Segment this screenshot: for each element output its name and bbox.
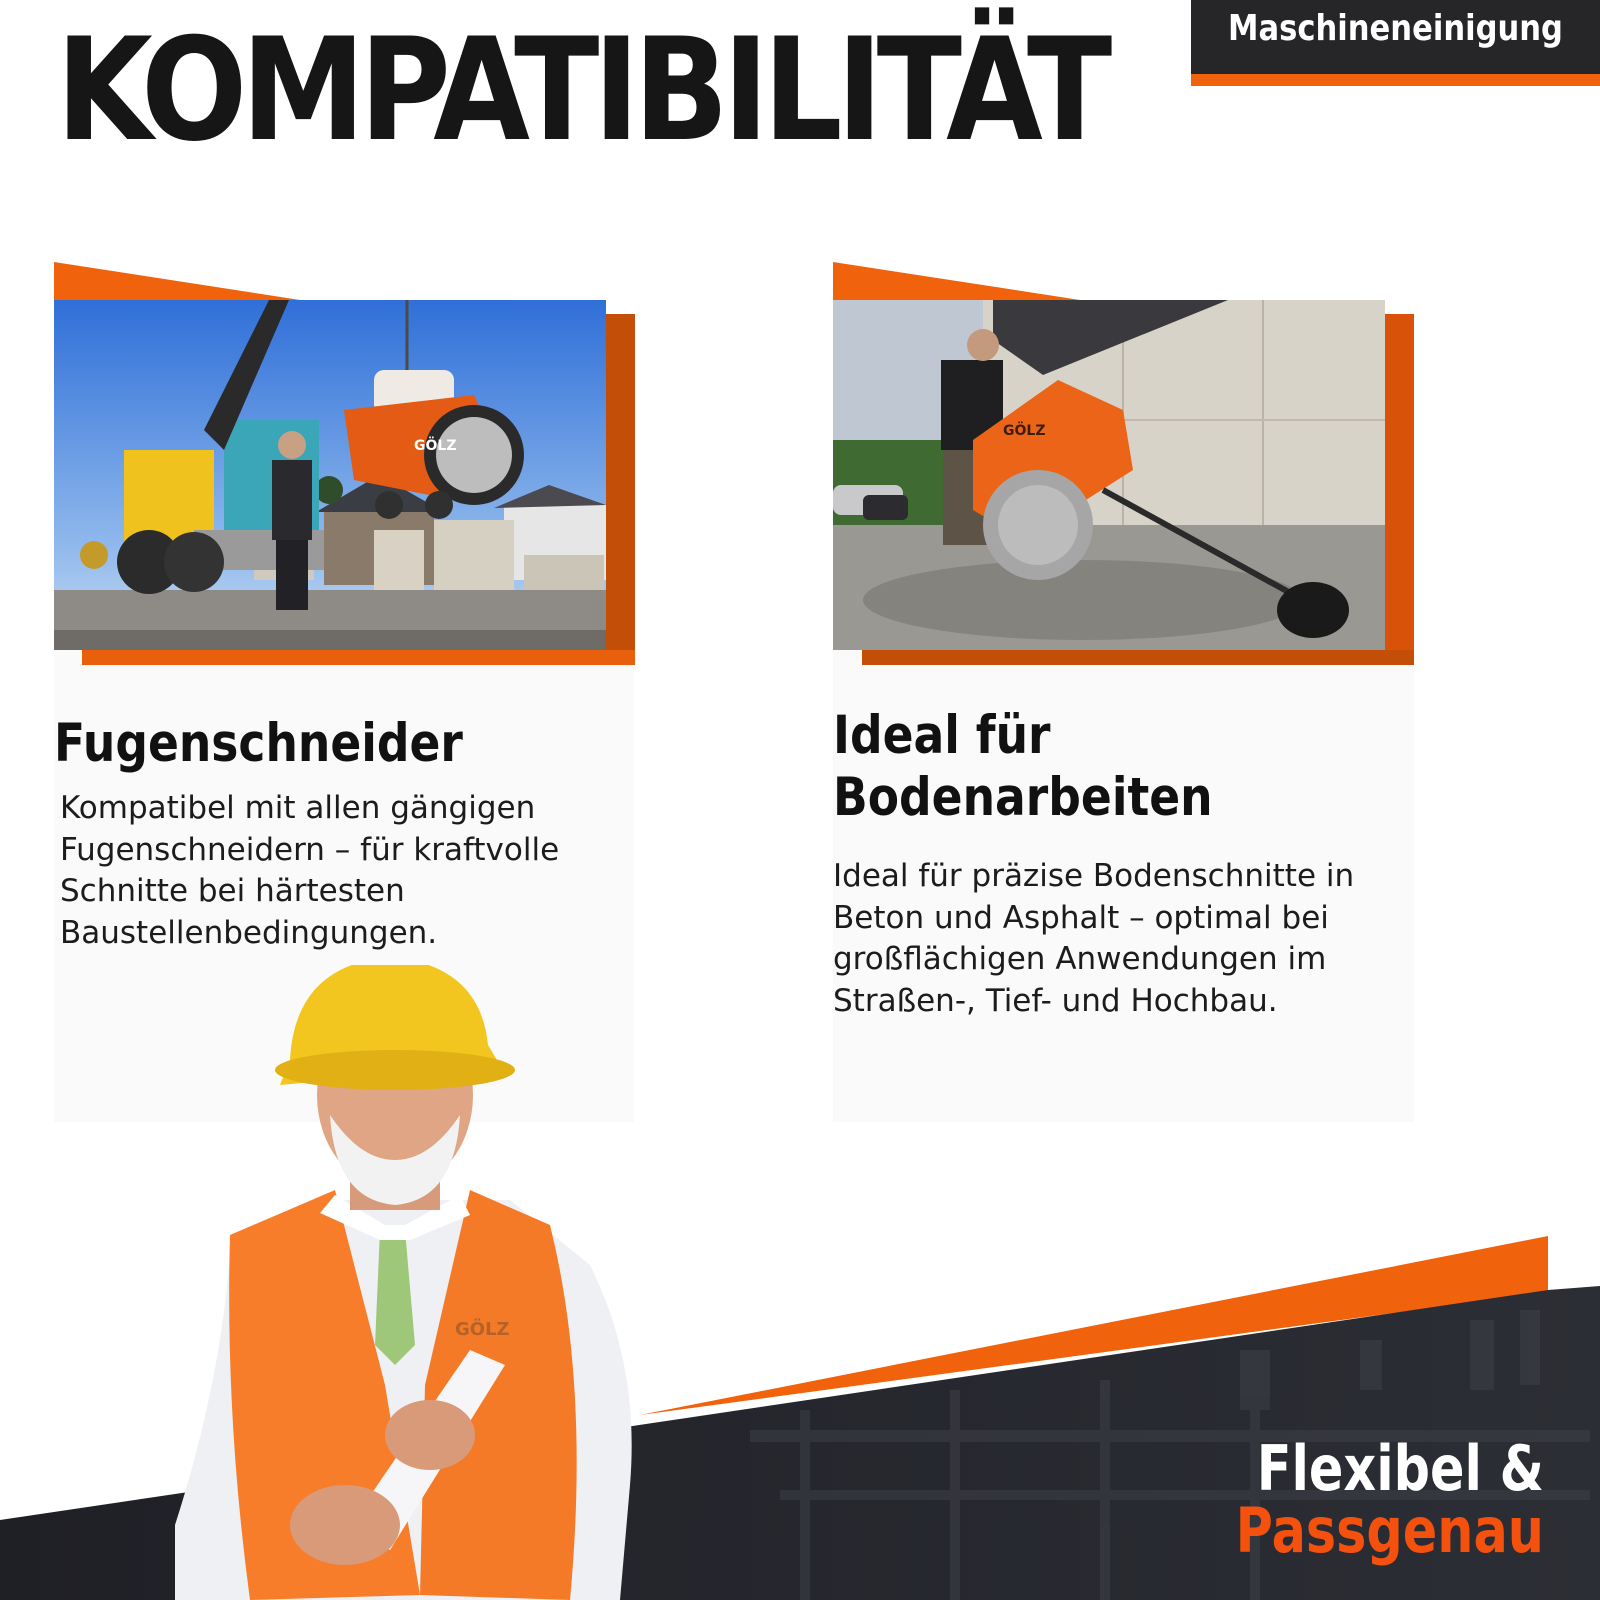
saw-logo-2: GÖLZ — [1003, 423, 1046, 439]
slogan-line-1: Flexibel & — [1256, 1432, 1544, 1505]
photo-saw-on-excavator — [54, 300, 606, 650]
page-title: KOMPATIBILITÄT — [56, 8, 1107, 173]
vest-logo: GÖLZ — [455, 1319, 510, 1340]
card-1-side-accent — [606, 314, 635, 665]
card-1-body: Kompatibel mit allen gängigen Fugenschneidern – für kraftvolle Schnitte bei härtesten Baustellenbedingungen. — [60, 790, 560, 951]
card-2-body: Ideal für präzise Bodenschnitte in Beton und Asphalt – optimal bei großflächigen Anwendungen im Straßen-, Tief- und Hochbau. — [833, 858, 1355, 1019]
slogan — [1235, 1432, 1544, 1567]
card-2-top-accent — [833, 262, 1080, 300]
card-1-top-accent — [54, 262, 300, 300]
card-2-heading-text: Ideal für Bodenarbeiten — [833, 705, 1213, 828]
card-1-bottom-accent — [82, 650, 635, 665]
card-2-side-accent — [1385, 314, 1414, 665]
tag-label: Maschineneinigung — [1228, 8, 1563, 49]
photo-floor-saw-cutting — [833, 300, 1385, 650]
card-2-bottom-accent — [862, 650, 1414, 665]
slogan-line-2: Passgenau — [1235, 1494, 1544, 1567]
engineer-figure — [170, 965, 640, 1600]
saw-logo-1: GÖLZ — [414, 438, 457, 454]
card-2-heading — [833, 705, 1213, 829]
card-1-heading: Fugenschneider — [54, 713, 463, 774]
